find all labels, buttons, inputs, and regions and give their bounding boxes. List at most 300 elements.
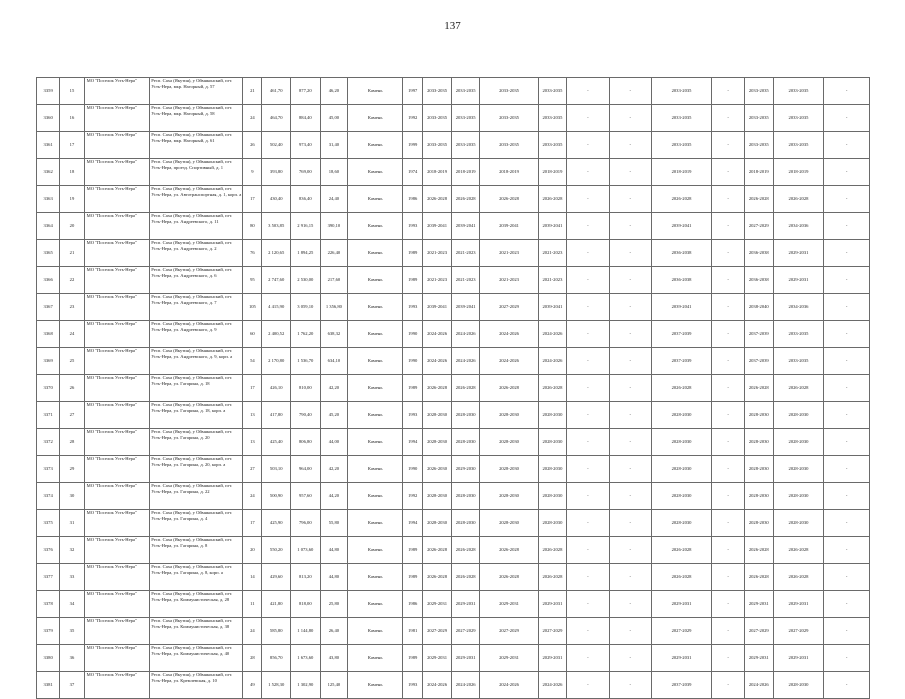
cell-period-2: 2028-2030 <box>451 429 480 456</box>
cell-period-6: 2027-2029 <box>745 213 774 240</box>
table-row <box>37 672 870 699</box>
cell-address: Респ. Саха (Якутия), у Оймяконский, пгт. Усть-Нера, ул. Гагарина, д. 18 <box>150 375 243 402</box>
cell-dash-4: - <box>824 78 870 105</box>
cell-row-index: 28 <box>60 429 84 456</box>
cell-dash-2: - <box>609 159 651 186</box>
cell-address: Респ. Саха (Якутия), у Оймяконский, пгт. Усть-Нера, ул. Андреевского, д. 11 <box>150 213 243 240</box>
cell-dash-1: - <box>567 564 609 591</box>
table-row <box>37 537 870 564</box>
cell-period-3: 2039-2041 <box>480 213 538 240</box>
cell-value-1: 24 <box>243 105 262 132</box>
cell-period-6: 2026-2028 <box>745 375 774 402</box>
cell-wall-material: Камень <box>348 375 403 402</box>
cell-municipality: МО "Поселок Усть-Нера" <box>84 294 150 321</box>
cell-period-2: 2028-2030 <box>451 402 480 429</box>
cell-dash-1: - <box>567 321 609 348</box>
cell-period-7: 2018-2019 <box>773 159 824 186</box>
cell-dash-3: - <box>712 78 745 105</box>
cell-row-index: 31 <box>60 510 84 537</box>
cell-address: Респ. Саха (Якутия), у Оймяконский, пгт. Усть-Нера, ул. Андреевского, д. 9, корп. а <box>150 348 243 375</box>
table-row <box>37 429 870 456</box>
table-row <box>37 159 870 186</box>
cell-value-3: 813,20 <box>291 564 321 591</box>
table-row <box>37 132 870 159</box>
cell-period-4: 2024-2026 <box>538 321 567 348</box>
cell-period-6: 2029-2031 <box>745 645 774 672</box>
cell-row-index: 17 <box>60 132 84 159</box>
cell-period-4: 2021-2023 <box>538 267 567 294</box>
cell-period-3: 2026-2028 <box>480 186 538 213</box>
cell-period-5: 2033-2035 <box>651 78 711 105</box>
cell-dash-3: - <box>712 186 745 213</box>
cell-period-5: 2037-2039 <box>651 672 711 699</box>
cell-dash-2: - <box>609 240 651 267</box>
cell-dash-4: - <box>824 105 870 132</box>
cell-value-1: 11 <box>243 591 262 618</box>
cell-dash-3: - <box>712 159 745 186</box>
cell-value-4: 42,20 <box>320 375 348 402</box>
cell-period-1: 2024-2026 <box>423 348 452 375</box>
cell-address: Респ. Саха (Якутия), у Оймяконский, пгт. Усть-Нера, ул. Коммунистическая, д. 38 <box>150 618 243 645</box>
cell-period-4: 2026-2028 <box>538 186 567 213</box>
cell-value-2: 503,10 <box>262 456 291 483</box>
cell-dash-2: - <box>609 645 651 672</box>
cell-period-5: 2033-2035 <box>651 105 711 132</box>
cell-value-1: 14 <box>243 564 262 591</box>
cell-dash-4: - <box>824 510 870 537</box>
cell-address: Респ. Саха (Якутия), у Оймяконский, пгт. Усть-Нера, мкр. Нагорный, д. 61 <box>150 132 243 159</box>
cell-wall-material: Камень <box>348 105 403 132</box>
cell-build-year: 1993 <box>403 294 423 321</box>
cell-dash-3: - <box>712 105 745 132</box>
cell-period-7: 2026-2028 <box>773 375 824 402</box>
cell-period-1: 2026-2028 <box>423 186 452 213</box>
housing-table <box>36 77 870 699</box>
cell-period-3: 2024-2026 <box>480 321 538 348</box>
cell-value-1: 27 <box>243 456 262 483</box>
cell-period-3: 2026-2028 <box>480 564 538 591</box>
cell-value-1: 13 <box>243 402 262 429</box>
cell-value-3: 1 894,25 <box>291 240 321 267</box>
cell-municipality: МО "Поселок Усть-Нера" <box>84 483 150 510</box>
cell-municipality: МО "Поселок Усть-Нера" <box>84 159 150 186</box>
cell-municipality: МО "Поселок Усть-Нера" <box>84 564 150 591</box>
cell-value-4: 46,20 <box>320 78 348 105</box>
cell-wall-material: Камень <box>348 645 403 672</box>
cell-period-4: 2024-2026 <box>538 672 567 699</box>
cell-period-3: 2026-2028 <box>480 537 538 564</box>
cell-wall-material: Камень <box>348 672 403 699</box>
cell-period-1: 2033-2035 <box>423 105 452 132</box>
cell-row-index: 36 <box>60 645 84 672</box>
cell-wall-material: Камень <box>348 510 403 537</box>
cell-period-5: 2033-2035 <box>651 132 711 159</box>
cell-build-year: 1989 <box>403 564 423 591</box>
cell-wall-material: Камень <box>348 78 403 105</box>
cell-dash-1: - <box>567 294 609 321</box>
cell-municipality: МО "Поселок Усть-Нера" <box>84 267 150 294</box>
cell-period-5: 2028-2030 <box>651 483 711 510</box>
cell-value-4: 217,60 <box>320 267 348 294</box>
table-row <box>37 591 870 618</box>
cell-period-3: 2029-2031 <box>480 645 538 672</box>
cell-dash-2: - <box>609 348 651 375</box>
cell-build-year: 1993 <box>403 213 423 240</box>
cell-period-6: 2036-2038 <box>745 267 774 294</box>
cell-row-index: 25 <box>60 348 84 375</box>
cell-period-4: 2029-2031 <box>538 645 567 672</box>
table-row <box>37 78 870 105</box>
cell-period-7: 2026-2028 <box>773 537 824 564</box>
cell-period-2: 2028-2030 <box>451 483 480 510</box>
cell-dash-1: - <box>567 618 609 645</box>
cell-dash-1: - <box>567 267 609 294</box>
cell-build-year: 1990 <box>403 456 423 483</box>
cell-municipality: МО "Поселок Усть-Нера" <box>84 510 150 537</box>
cell-period-4: 2026-2028 <box>538 375 567 402</box>
cell-row-number: 3368 <box>37 321 60 348</box>
cell-row-number: 3371 <box>37 402 60 429</box>
cell-dash-4: - <box>824 267 870 294</box>
cell-address: Респ. Саха (Якутия), у Оймяконский, пгт. Усть-Нера, мкр. Нагорный, д. 57 <box>150 78 243 105</box>
cell-dash-3: - <box>712 294 745 321</box>
cell-value-1: 9 <box>243 159 262 186</box>
cell-period-5: 2026-2028 <box>651 564 711 591</box>
cell-dash-4: - <box>824 645 870 672</box>
cell-value-3: 884,40 <box>291 105 321 132</box>
cell-value-4: 45,00 <box>320 105 348 132</box>
table-row <box>37 375 870 402</box>
cell-value-2: 2 400,52 <box>262 321 291 348</box>
cell-period-4: 2024-2026 <box>538 348 567 375</box>
cell-period-1: 2028-2030 <box>423 429 452 456</box>
cell-dash-3: - <box>712 348 745 375</box>
cell-period-6: 2026-2028 <box>745 186 774 213</box>
cell-row-number: 3362 <box>37 159 60 186</box>
cell-period-2: 2026-2028 <box>451 537 480 564</box>
cell-row-index: 18 <box>60 159 84 186</box>
cell-period-2: 2024-2026 <box>451 348 480 375</box>
cell-period-1: 2018-2019 <box>423 159 452 186</box>
cell-period-1: 2039-2041 <box>423 294 452 321</box>
cell-row-index: 16 <box>60 105 84 132</box>
cell-row-number: 3378 <box>37 591 60 618</box>
cell-period-6: 2033-2035 <box>745 105 774 132</box>
page-number: 137 <box>444 20 461 32</box>
cell-dash-2: - <box>609 429 651 456</box>
cell-value-4: 25,80 <box>320 591 348 618</box>
cell-period-6: 2028-2030 <box>745 456 774 483</box>
cell-municipality: МО "Поселок Усть-Нера" <box>84 618 150 645</box>
cell-period-5: 2039-2041 <box>651 294 711 321</box>
cell-period-3: 2028-2030 <box>480 510 538 537</box>
cell-build-year: 1989 <box>403 375 423 402</box>
table-row <box>37 321 870 348</box>
cell-value-2: 502,40 <box>262 132 291 159</box>
cell-row-number: 3376 <box>37 537 60 564</box>
cell-value-1: 21 <box>243 78 262 105</box>
cell-build-year: 1989 <box>403 267 423 294</box>
cell-period-7: 2033-2035 <box>773 321 824 348</box>
cell-value-3: 973,40 <box>291 132 321 159</box>
cell-period-1: 2028-2030 <box>423 483 452 510</box>
cell-value-1: 13 <box>243 429 262 456</box>
cell-dash-1: - <box>567 105 609 132</box>
cell-period-2: 2024-2026 <box>451 321 480 348</box>
cell-value-2: 500,90 <box>262 483 291 510</box>
cell-build-year: 1993 <box>403 672 423 699</box>
cell-value-4: 125,40 <box>320 672 348 699</box>
cell-dash-4: - <box>824 159 870 186</box>
cell-dash-2: - <box>609 591 651 618</box>
cell-period-3: 2033-2035 <box>480 78 538 105</box>
cell-municipality: МО "Поселок Усть-Нера" <box>84 591 150 618</box>
cell-value-2: 3 503,85 <box>262 213 291 240</box>
table-row <box>37 618 870 645</box>
cell-period-5: 2028-2030 <box>651 510 711 537</box>
cell-dash-4: - <box>824 537 870 564</box>
cell-build-year: 1992 <box>403 483 423 510</box>
cell-municipality: МО "Поселок Усть-Нера" <box>84 186 150 213</box>
cell-period-2: 2029-2031 <box>451 645 480 672</box>
cell-period-2: 2033-2035 <box>451 105 480 132</box>
cell-period-4: 2028-2030 <box>538 483 567 510</box>
cell-period-7: 2027-2029 <box>773 618 824 645</box>
cell-period-1: 2021-2023 <box>423 267 452 294</box>
cell-period-6: 2026-2028 <box>745 564 774 591</box>
cell-value-4: 226,40 <box>320 240 348 267</box>
cell-value-4: 31,40 <box>320 132 348 159</box>
cell-period-4: 2028-2030 <box>538 510 567 537</box>
cell-build-year: 1989 <box>403 537 423 564</box>
cell-wall-material: Камень <box>348 618 403 645</box>
cell-value-3: 790,40 <box>291 402 321 429</box>
table-row <box>37 510 870 537</box>
cell-dash-2: - <box>609 375 651 402</box>
cell-value-1: 17 <box>243 510 262 537</box>
cell-period-3: 2028-2030 <box>480 456 538 483</box>
cell-period-6: 2028-2030 <box>745 510 774 537</box>
cell-row-number: 3360 <box>37 105 60 132</box>
cell-dash-4: - <box>824 591 870 618</box>
cell-value-3: 836,40 <box>291 186 321 213</box>
cell-municipality: МО "Поселок Усть-Нера" <box>84 321 150 348</box>
cell-period-3: 2021-2023 <box>480 240 538 267</box>
cell-dash-3: - <box>712 591 745 618</box>
cell-period-6: 2036-2038 <box>745 240 774 267</box>
cell-period-1: 2028-2030 <box>423 402 452 429</box>
cell-period-3: 2028-2030 <box>480 429 538 456</box>
cell-address: Респ. Саха (Якутия), у Оймяконский, пгт. Усть-Нера, ул. Кремлевская, д. 10 <box>150 672 243 699</box>
cell-period-5: 2036-2038 <box>651 240 711 267</box>
cell-dash-2: - <box>609 132 651 159</box>
cell-row-number: 3380 <box>37 645 60 672</box>
cell-build-year: 1990 <box>403 348 423 375</box>
cell-period-4: 2028-2030 <box>538 456 567 483</box>
cell-row-index: 27 <box>60 402 84 429</box>
cell-row-index: 22 <box>60 267 84 294</box>
cell-period-2: 2018-2019 <box>451 159 480 186</box>
cell-dash-4: - <box>824 672 870 699</box>
cell-period-3: 2026-2028 <box>480 375 538 402</box>
cell-dash-2: - <box>609 564 651 591</box>
cell-value-1: 49 <box>243 672 262 699</box>
cell-period-5: 2028-2030 <box>651 429 711 456</box>
cell-address: Респ. Саха (Якутия), у Оймяконский, пгт. Усть-Нера, ул. Гагарина, д. 8 <box>150 537 243 564</box>
cell-period-3: 2028-2030 <box>480 483 538 510</box>
cell-address: Респ. Саха (Якутия), у Оймяконский, пгт. Усть-Нера, ул. Гагарина, д. 20, корп. а <box>150 456 243 483</box>
cell-address: Респ. Саха (Якутия), у Оймяконский, пгт. Усть-Нера, проезд. Спортивный, д. 1 <box>150 159 243 186</box>
cell-value-3: 1 536,70 <box>291 348 321 375</box>
cell-dash-3: - <box>712 429 745 456</box>
cell-dash-3: - <box>712 402 745 429</box>
cell-period-7: 2028-2030 <box>773 510 824 537</box>
cell-municipality: МО "Поселок Усть-Нера" <box>84 402 150 429</box>
cell-dash-3: - <box>712 618 745 645</box>
cell-value-3: 877,20 <box>291 78 321 105</box>
table-row <box>37 267 870 294</box>
cell-period-3: 2024-2026 <box>480 672 538 699</box>
cell-period-4: 2033-2035 <box>538 132 567 159</box>
cell-dash-3: - <box>712 672 745 699</box>
cell-dash-1: - <box>567 672 609 699</box>
cell-period-2: 2026-2028 <box>451 375 480 402</box>
cell-dash-4: - <box>824 321 870 348</box>
cell-dash-4: - <box>824 375 870 402</box>
cell-period-7: 2029-2031 <box>773 591 824 618</box>
cell-period-4: 2039-2041 <box>538 294 567 321</box>
cell-value-1: 24 <box>243 483 262 510</box>
cell-value-2: 856,70 <box>262 645 291 672</box>
cell-address: Респ. Саха (Якутия), у Оймяконский, пгт. Усть-Нера, ул. Гагарина, д. 18, корп. а <box>150 402 243 429</box>
cell-dash-4: - <box>824 402 870 429</box>
cell-value-4: 44,80 <box>320 564 348 591</box>
cell-period-2: 2021-2023 <box>451 267 480 294</box>
cell-value-1: 80 <box>243 213 262 240</box>
cell-value-1: 54 <box>243 348 262 375</box>
cell-municipality: МО "Поселок Усть-Нера" <box>84 672 150 699</box>
cell-period-1: 2024-2026 <box>423 672 452 699</box>
cell-dash-4: - <box>824 429 870 456</box>
table-row <box>37 186 870 213</box>
cell-period-6: 2038-2040 <box>745 294 774 321</box>
cell-value-3: 1 762,20 <box>291 321 321 348</box>
cell-period-2: 2029-2030 <box>451 456 480 483</box>
cell-period-5: 2029-2031 <box>651 591 711 618</box>
cell-wall-material: Камень <box>348 159 403 186</box>
cell-value-1: 60 <box>243 321 262 348</box>
cell-address: Респ. Саха (Якутия), у Оймяконский, пгт. Усть-Нера, ул. Андреевского, д. 9 <box>150 321 243 348</box>
cell-build-year: 1994 <box>403 429 423 456</box>
cell-period-4: 2039-2041 <box>538 213 567 240</box>
cell-value-2: 2 170,80 <box>262 348 291 375</box>
cell-municipality: МО "Поселок Усть-Нера" <box>84 537 150 564</box>
cell-period-7: 2033-2035 <box>773 348 824 375</box>
cell-value-1: 105 <box>243 294 262 321</box>
cell-value-4: 1 356,80 <box>320 294 348 321</box>
cell-value-4: 634,10 <box>320 348 348 375</box>
cell-row-number: 3367 <box>37 294 60 321</box>
cell-value-3: 3 059,10 <box>291 294 321 321</box>
cell-value-4: 43,80 <box>320 645 348 672</box>
cell-address: Респ. Саха (Якутия), у Оймяконский, пгт. Усть-Нера, мкр. Нагорный, д. 58 <box>150 105 243 132</box>
cell-row-number: 3377 <box>37 564 60 591</box>
cell-dash-2: - <box>609 537 651 564</box>
cell-build-year: 1989 <box>403 240 423 267</box>
cell-row-number: 3361 <box>37 132 60 159</box>
cell-period-7: 2033-2035 <box>773 132 824 159</box>
cell-value-1: 95 <box>243 267 262 294</box>
cell-dash-1: - <box>567 483 609 510</box>
cell-period-6: 2028-2030 <box>745 429 774 456</box>
cell-dash-4: - <box>824 213 870 240</box>
cell-value-3: 796,00 <box>291 510 321 537</box>
cell-dash-4: - <box>824 240 870 267</box>
cell-build-year: 1974 <box>403 159 423 186</box>
cell-wall-material: Камень <box>348 591 403 618</box>
cell-dash-2: - <box>609 321 651 348</box>
cell-wall-material: Камень <box>348 429 403 456</box>
cell-period-2: 2021-2023 <box>451 240 480 267</box>
cell-dash-4: - <box>824 483 870 510</box>
cell-dash-3: - <box>712 132 745 159</box>
cell-build-year: 1993 <box>403 402 423 429</box>
cell-period-3: 2033-2035 <box>480 132 538 159</box>
cell-municipality: МО "Поселок Усть-Нера" <box>84 456 150 483</box>
cell-build-year: 1981 <box>403 618 423 645</box>
cell-wall-material: Камень <box>348 456 403 483</box>
cell-period-5: 2026-2028 <box>651 186 711 213</box>
cell-address: Респ. Саха (Якутия), у Оймяконский, пгт. Усть-Нера, ул. Гагарина, д. 20 <box>150 429 243 456</box>
cell-period-5: 2037-2039 <box>651 348 711 375</box>
cell-period-2: 2039-2041 <box>451 294 480 321</box>
table-body <box>37 78 870 699</box>
cell-period-6: 2033-2035 <box>745 132 774 159</box>
cell-period-6: 2026-2028 <box>745 537 774 564</box>
cell-municipality: МО "Поселок Усть-Нера" <box>84 375 150 402</box>
cell-value-3: 1 144,80 <box>291 618 321 645</box>
cell-value-3: 1 302,90 <box>291 672 321 699</box>
cell-period-7: 2034-2036 <box>773 213 824 240</box>
cell-value-1: 28 <box>243 645 262 672</box>
cell-dash-2: - <box>609 78 651 105</box>
cell-dash-1: - <box>567 213 609 240</box>
cell-dash-3: - <box>712 213 745 240</box>
cell-value-4: 390,10 <box>320 213 348 240</box>
cell-dash-1: - <box>567 537 609 564</box>
cell-value-4: 42,20 <box>320 456 348 483</box>
cell-period-7: 2026-2028 <box>773 186 824 213</box>
table-row <box>37 483 870 510</box>
cell-value-2: 425,90 <box>262 510 291 537</box>
table-row <box>37 240 870 267</box>
cell-period-7: 2029-2031 <box>773 645 824 672</box>
cell-period-5: 2028-2030 <box>651 402 711 429</box>
cell-period-4: 2028-2030 <box>538 402 567 429</box>
cell-row-number: 3373 <box>37 456 60 483</box>
cell-wall-material: Камень <box>348 267 403 294</box>
cell-period-3: 2027-2029 <box>480 294 538 321</box>
cell-municipality: МО "Поселок Усть-Нера" <box>84 348 150 375</box>
cell-period-7: 2034-2036 <box>773 294 824 321</box>
cell-row-number: 3363 <box>37 186 60 213</box>
housing-table-sheet <box>36 77 870 699</box>
cell-value-1: 17 <box>243 186 262 213</box>
cell-row-index: 15 <box>60 78 84 105</box>
cell-row-index: 29 <box>60 456 84 483</box>
cell-value-2: 417,80 <box>262 402 291 429</box>
cell-value-2: 4 415,90 <box>262 294 291 321</box>
